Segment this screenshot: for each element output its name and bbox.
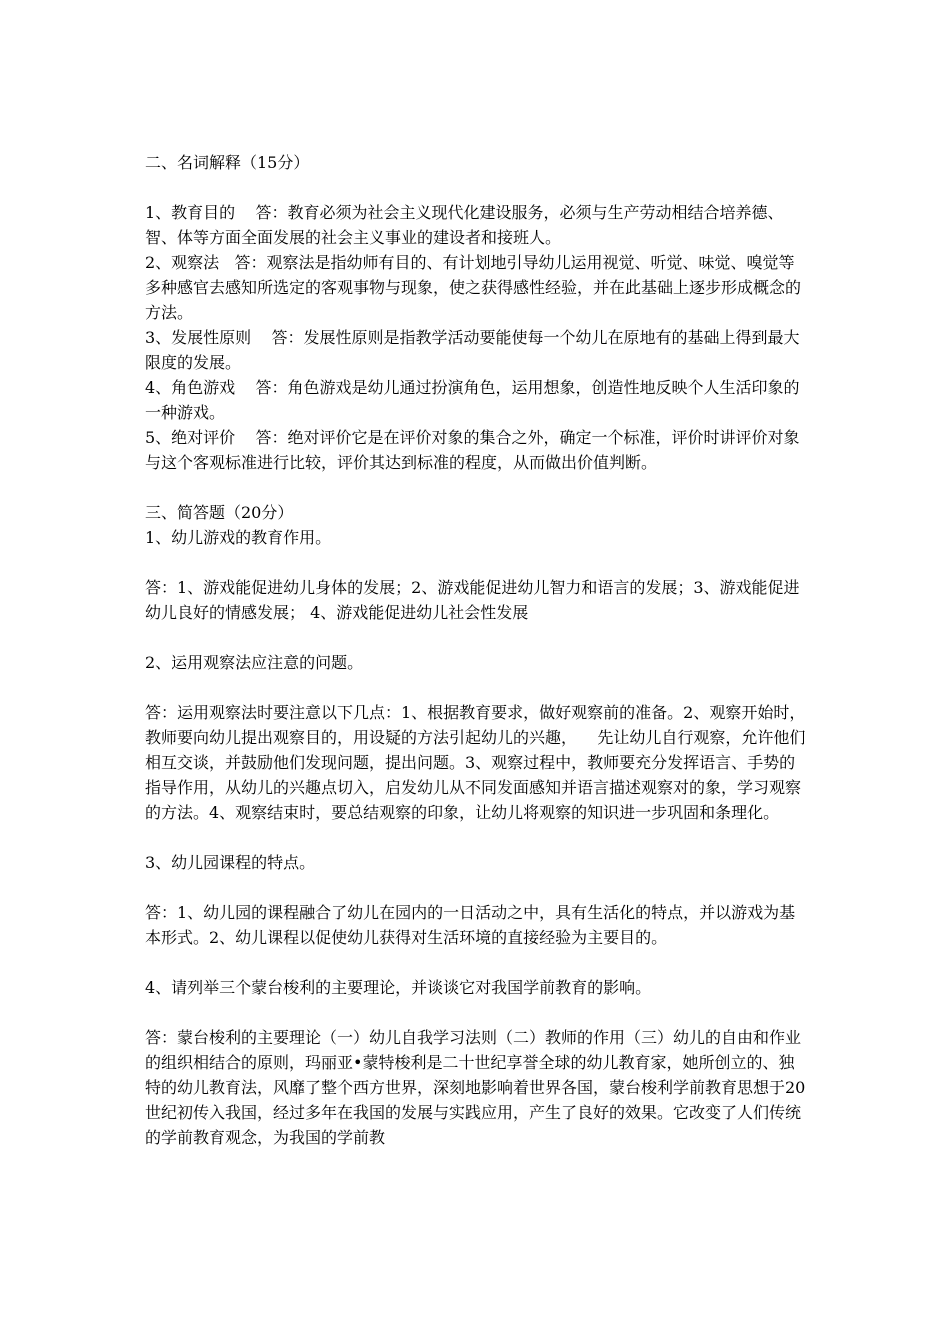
term-item-1: 1、教育目的 答：教育必须为社会主义现代化建设服务，必须与生产劳动相结合培养德、智、体等方面全面发展的社会主义事业的建设者和接班人。 <box>145 203 784 247</box>
term-item-4: 4、角色游戏 答：角色游戏是幼儿通过扮演角色，运用想象，创造性地反映个人生活印象的一种游戏。 <box>145 378 800 422</box>
question-3: 3、幼儿园课程的特点。 <box>145 853 316 872</box>
question-4: 4、请列举三个蒙台梭利的主要理论，并谈谈它对我国学前教育的影响。 <box>145 978 652 997</box>
spacer <box>145 875 810 900</box>
spacer <box>145 1000 810 1025</box>
answer-1: 答：1、游戏能促进幼儿身体的发展；2、游戏能促进幼儿智力和语言的发展；3、游戏能促进幼儿良好的情感发展； 4、游戏能促进幼儿社会性发展 <box>145 578 800 622</box>
term-item-2: 2、观察法 答：观察法是指幼师有目的、有计划地引导幼儿运用视觉、听觉、味觉、嗅觉等多种感官去感知所选定的客观事物与现象，使之获得感性经验，并在此基础上逐步形成概念的方法。 <box>145 253 802 322</box>
spacer <box>145 475 810 500</box>
section-2-heading: 二、名词解释（15分） <box>145 153 310 172</box>
question-2: 2、运用观察法应注意的问题。 <box>145 653 364 672</box>
document-page <box>145 150 810 1150</box>
answer-4: 答：蒙台梭利的主要理论（一）幼儿自我学习法则（二）教师的作用（三）幼儿的自由和作业的组织相结合的原则，玛丽亚•蒙特梭利是二十世纪享誉全球的幼儿教育家，她所创立的、独特的幼儿教育法，风靡了整个西方世界，深刻地影响着世界各国，蒙台梭利学前教育思想于20世纪初传入我国，经过多年在我国的发展与实践应用，产生了良好的效果。它改变了人们传统的学前教育观念，为我国的学前教 <box>145 1028 806 1147</box>
term-item-3: 3、发展性原则 答：发展性原则是指教学活动要能使每一个幼儿在原地有的基础上得到最大限度的发展。 <box>145 328 800 372</box>
section-3-heading: 三、简答题（20分） <box>145 503 294 522</box>
term-item-5: 5、绝对评价 答：绝对评价它是在评价对象的集合之外，确定一个标准，评价时讲评价对象与这个客观标准进行比较，评价其达到标准的程度，从而做出价值判断。 <box>145 428 800 472</box>
spacer <box>145 950 810 975</box>
answer-3: 答：1、幼儿园的课程融合了幼儿在园内的一日活动之中，具有生活化的特点，并以游戏为基本形式。2、幼儿课程以促使幼儿获得对生活环境的直接经验为主要目的。 <box>145 903 796 947</box>
spacer <box>145 550 810 575</box>
question-1: 1、幼儿游戏的教育作用。 <box>145 528 332 547</box>
spacer <box>145 175 810 200</box>
spacer <box>145 675 810 700</box>
spacer <box>145 825 810 850</box>
spacer <box>145 625 810 650</box>
answer-2: 答：运用观察法时要注意以下几点：1、根据教育要求，做好观察前的准备。2、观察开始时，教师要向幼儿提出观察目的，用设疑的方法引起幼儿的兴趣， 先让幼儿自行观察，允许他们相互交谈，并鼓励他们发现问题，提出问题。3、观察过程中，教师要充分发挥语言、手势的指导作用，从幼儿的兴趣点切入，启发幼儿从不同发面感知并语言描述观察对的象，学习观察的方法。4、观察结束时，要总结观察的印象，让幼儿将观察的知识进一步巩固和条理化。 <box>145 703 806 822</box>
